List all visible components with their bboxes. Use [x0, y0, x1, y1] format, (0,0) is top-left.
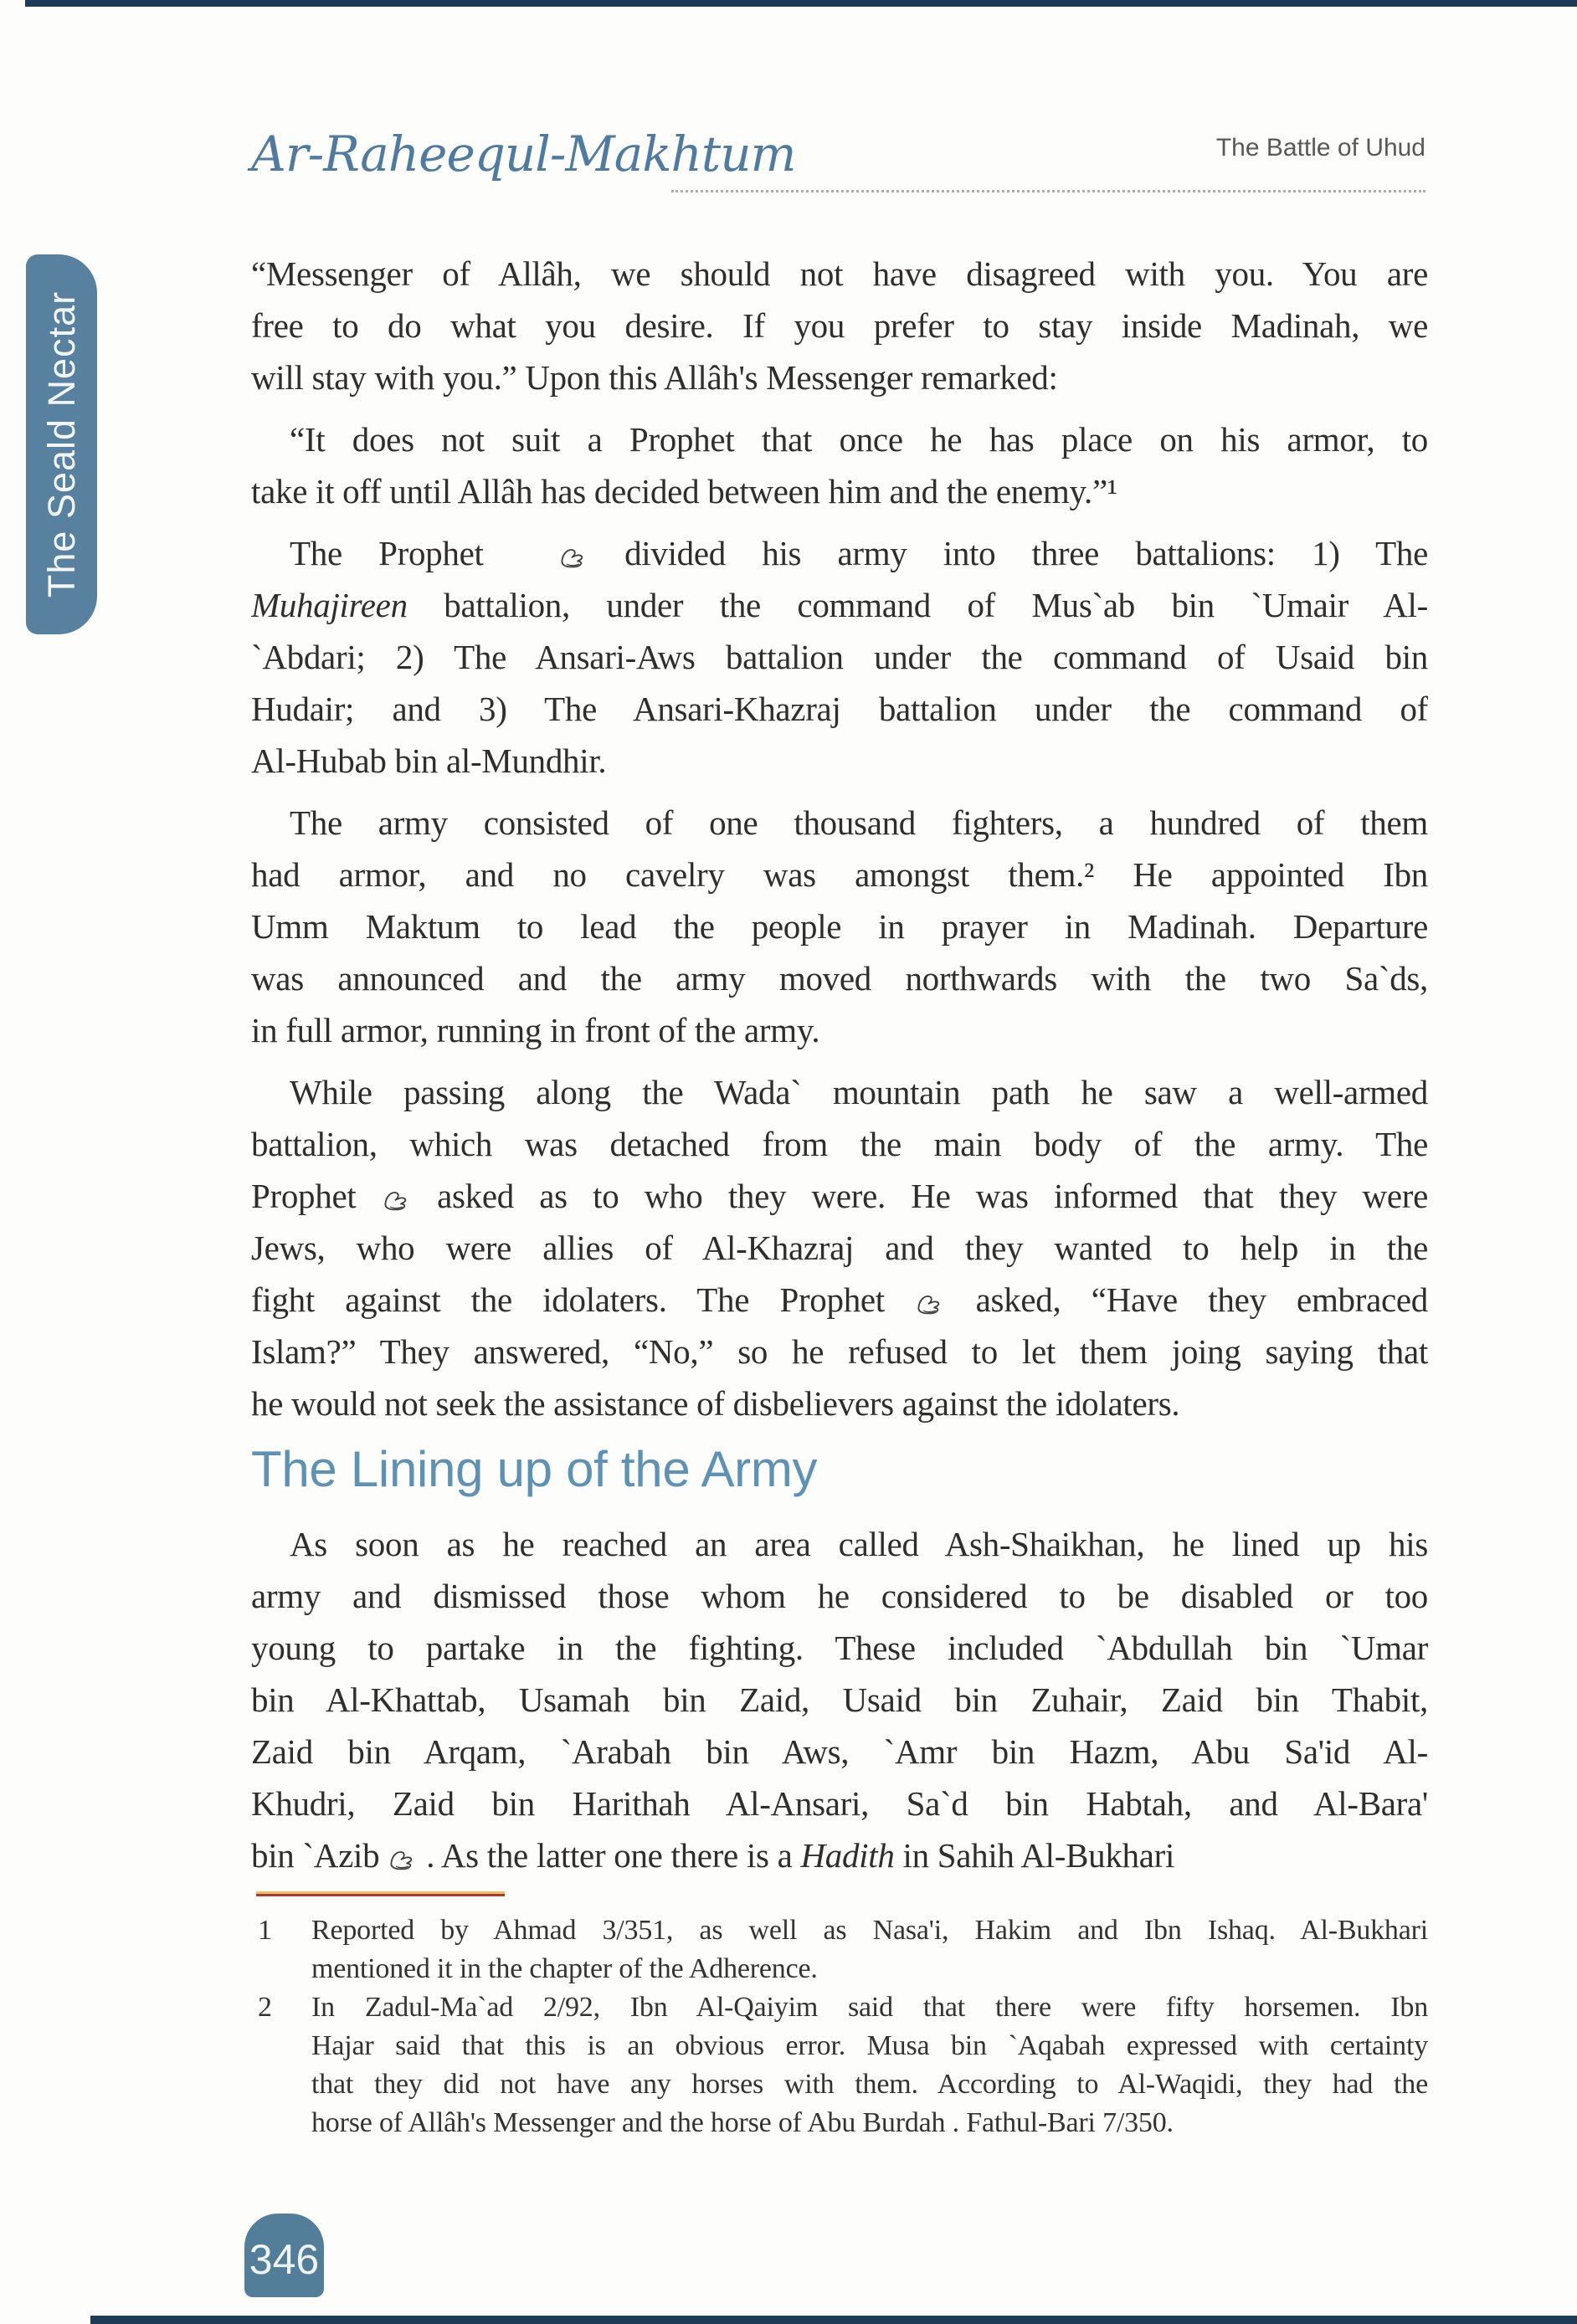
- text-line: Al-Hubab bin al-Mundhir.: [251, 741, 607, 780]
- footnote-line: that they did not have any horses with them. According to Al-Waqidi, they had the: [311, 2069, 1428, 2100]
- paragraph: [251, 797, 1428, 1056]
- text-line: young to partake in the fighting. These included `Abdullah bin `Umar: [251, 1629, 1428, 1667]
- footnote-text: [311, 1911, 1428, 1988]
- footnote-line: horse of Allâh's Messenger and the horse of Abu Burdah . Fathul-Bari 7/350.: [311, 2107, 1174, 2138]
- text-line: The Prophet divided his army into three battalions: 1) The: [290, 534, 1428, 572]
- honorific-calligraphy-icon: [520, 544, 588, 569]
- footnote-line: Reported by Ahmad 3/351, as well as Nasa'i, Hakim and Ibn Ishaq. Al-Bukhari: [311, 1915, 1428, 1946]
- text-line: bin Al-Khattab, Usamah bin Zaid, Usaid bin Zuhair, Zaid bin Thabit,: [251, 1680, 1428, 1719]
- text-line: `Abdari; 2) The Ansari-Aws battalion under the command of Usaid bin: [251, 638, 1428, 676]
- footnote-line: In Zadul-Ma`ad 2/92, Ibn Al-Qaiyim said that there were fifty horsemen. Ibn: [311, 1992, 1428, 2023]
- honorific-calligraphy-icon: [382, 1187, 412, 1212]
- paragraph: [251, 248, 1428, 403]
- footnote-number: 1: [258, 1915, 272, 1946]
- page-body: [251, 248, 1428, 2142]
- text-line: he would not seek the assistance of disbelievers against the idolaters.: [251, 1384, 1180, 1423]
- text-line: battalion, which was detached from the main body of the army. The: [251, 1125, 1428, 1163]
- paragraph: [251, 1518, 1428, 1881]
- text-line: take it off until Allâh has decided between him and the enemy.”¹: [251, 472, 1117, 510]
- paragraph: [251, 413, 1428, 517]
- page-number: 346: [249, 2236, 320, 2283]
- text-line: army and dismissed those whom he considered to be disabled or too: [251, 1577, 1428, 1615]
- text-line: Khudri, Zaid bin Harithah Al-Ansari, Sa`d bin Habtah, and Al-Bara': [251, 1784, 1428, 1823]
- text-line: had armor, and no cavelry was amongst them.² He appointed Ibn: [251, 855, 1428, 894]
- section-heading: The Lining up of the Army: [251, 1441, 818, 1497]
- text-line: “Messenger of Allâh, we should not have disagreed with you. You are: [251, 254, 1428, 293]
- text-line: free to do what you desire. If you prefer to stay inside Madinah, we: [251, 306, 1428, 345]
- text-line: The army consisted of one thousand fighters, a hundred of them: [290, 803, 1428, 842]
- text-line: will stay with you.” Upon this Allâh's Messenger remarked:: [251, 358, 1058, 397]
- honorific-calligraphy-icon: [388, 1846, 418, 1871]
- footnote-line: Hajar said that this is an obvious error. Musa bin `Aqabah expressed with certainty: [311, 2030, 1428, 2061]
- footnotes: [251, 1911, 1428, 2142]
- text-line: in full armor, running in front of the army.: [251, 1011, 820, 1049]
- sidebar-book-tab-label: The Seald Nectar: [39, 290, 83, 598]
- footnote: [251, 1911, 1428, 1988]
- footnote-number: 2: [258, 1992, 272, 2023]
- text-line: Muhajireen battalion, under the command of Mus`ab bin `Umair Al-: [251, 586, 1428, 624]
- chapter-running-head: The Battle of Uhud: [1215, 134, 1425, 162]
- text-line: Umm Maktum to lead the people in prayer in Madinah. Departure: [251, 907, 1428, 946]
- text-line: While passing along the Wada` mountain path he saw a well-armed: [290, 1073, 1428, 1111]
- header-dotted-rule: [671, 165, 1425, 192]
- text-line: “It does not suit a Prophet that once he has place on his armor, to: [290, 420, 1428, 459]
- text-line: Zaid bin Arqam, `Arabah bin Aws, `Amr bin Hazm, Abu Sa'id Al-: [251, 1732, 1428, 1771]
- text-line: bin `Azib . As the latter one there is a Hadith in Sahih Al-Bukhari: [251, 1836, 1175, 1875]
- text-line: Prophet asked as to who they were. He was informed that they were: [251, 1177, 1428, 1215]
- honorific-calligraphy-icon: [915, 1290, 945, 1316]
- footnote-separator: [256, 1891, 505, 1896]
- footnote-text: [311, 1988, 1428, 2142]
- footnote-line: mentioned it in the chapter of the Adherence.: [311, 1953, 818, 1984]
- text-line: Islam?” They answered, “No,” so he refused to let them joing saying that: [251, 1332, 1428, 1371]
- text-line: Hudair; and 3) The Ansari-Khazraj battalion under the command of: [251, 690, 1428, 728]
- text-line: As soon as he reached an area called Ash-Shaikhan, he lined up his: [290, 1525, 1428, 1563]
- footnote: [251, 1988, 1428, 2142]
- text-line: was announced and the army moved northwards with the two Sa`ds,: [251, 959, 1428, 998]
- page-number-tab: [244, 2214, 324, 2297]
- page-bottom-edge-shadow: [90, 2316, 1577, 2324]
- book-title-script: Ar-Raheequl-Makhtum: [251, 126, 796, 182]
- page-top-edge-shadow: [25, 0, 1577, 7]
- sidebar-book-tab: [26, 254, 97, 634]
- paragraph: [251, 1066, 1428, 1429]
- text-line: fight against the idolaters. The Prophet asked, “Have they embraced: [251, 1280, 1428, 1319]
- text-line: Jews, who were allies of Al-Khazraj and they wanted to help in the: [251, 1229, 1428, 1267]
- paragraph: [251, 527, 1428, 787]
